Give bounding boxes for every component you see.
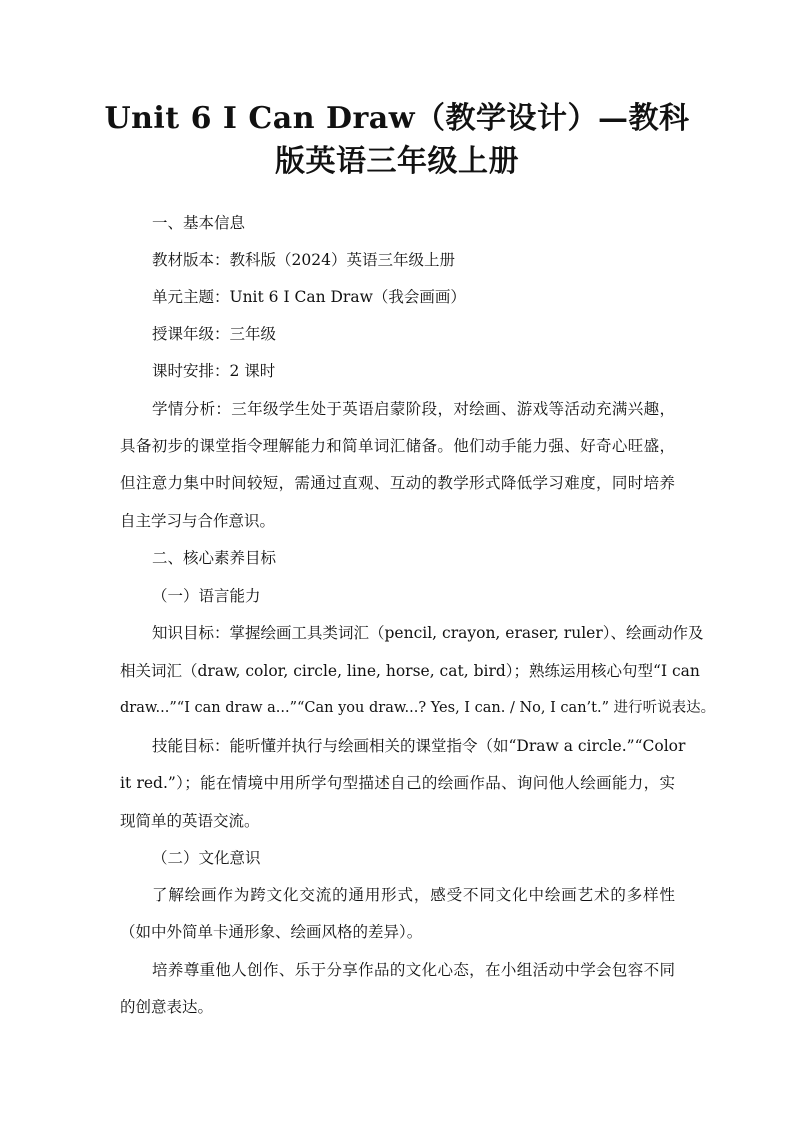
skill-goal-line: 现简单的英语交流。 bbox=[120, 812, 260, 830]
section-heading-basic-info: 一、基本信息 bbox=[152, 214, 246, 232]
section-heading-core-goals: 二、核心素养目标 bbox=[152, 549, 277, 567]
learner-analysis-line: 学情分析：三年级学生处于英语启蒙阶段，对绘画、游戏等活动充满兴趣， bbox=[152, 400, 675, 418]
culture-goal-line: 的创意表达。 bbox=[120, 998, 214, 1016]
class-periods: 课时安排：2 课时 bbox=[152, 362, 276, 380]
document-title-line-1: Unit 6 I Can Draw（教学设计）—教科 bbox=[104, 101, 690, 136]
knowledge-goal-line: 知识目标：掌握绘画工具类词汇（pencil, crayon, eraser, ruler）、绘画动作及 bbox=[152, 624, 704, 642]
skill-goal-line: 技能目标：能听懂并执行与绘画相关的课堂指令（如“Draw a circle.”“Color bbox=[152, 737, 686, 755]
document-title-line-2: 版英语三年级上册 bbox=[275, 144, 519, 179]
skill-goal-line: it red.”）；能在情境中用所学句型描述自己的绘画作品、询问他人绘画能力，实 bbox=[120, 774, 675, 792]
culture-goal-line: 培养尊重他人创作、乐于分享作品的文化心态，在小组活动中学会包容不同 bbox=[152, 961, 675, 979]
unit-theme: 单元主题：Unit 6 I Can Draw（我会画画） bbox=[152, 288, 466, 306]
subheading-language-ability: （一）语言能力 bbox=[152, 587, 261, 605]
subheading-cultural-awareness: （二）文化意识 bbox=[152, 849, 261, 867]
knowledge-goal-line: 相关词汇（draw, color, circle, line, horse, cat, bird）；熟练运用核心句型“I can bbox=[120, 662, 700, 680]
culture-goal-line: （如中外简单卡通形象、绘画风格的差异）。 bbox=[120, 923, 423, 941]
grade-level: 授课年级：三年级 bbox=[152, 325, 277, 343]
culture-goal-line: 了解绘画作为跨文化交流的通用形式，感受不同文化中绘画艺术的多样性 bbox=[152, 886, 675, 904]
learner-analysis-line: 具备初步的课堂指令理解能力和简单词汇储备。他们动手能力强、好奇心旺盛， bbox=[120, 437, 675, 455]
learner-analysis-line: 但注意力集中时间较短，需通过直观、互动的教学形式降低学习难度，同时培养 bbox=[120, 474, 675, 492]
knowledge-goal-line: draw...”“I can draw a...”“Can you draw...? Yes, I can. / No, I can’t.” 进行听说表达。 bbox=[120, 700, 716, 716]
learner-analysis-line: 自主学习与合作意识。 bbox=[120, 512, 276, 530]
textbook-version: 教材版本：教科版（2024）英语三年级上册 bbox=[152, 251, 455, 269]
